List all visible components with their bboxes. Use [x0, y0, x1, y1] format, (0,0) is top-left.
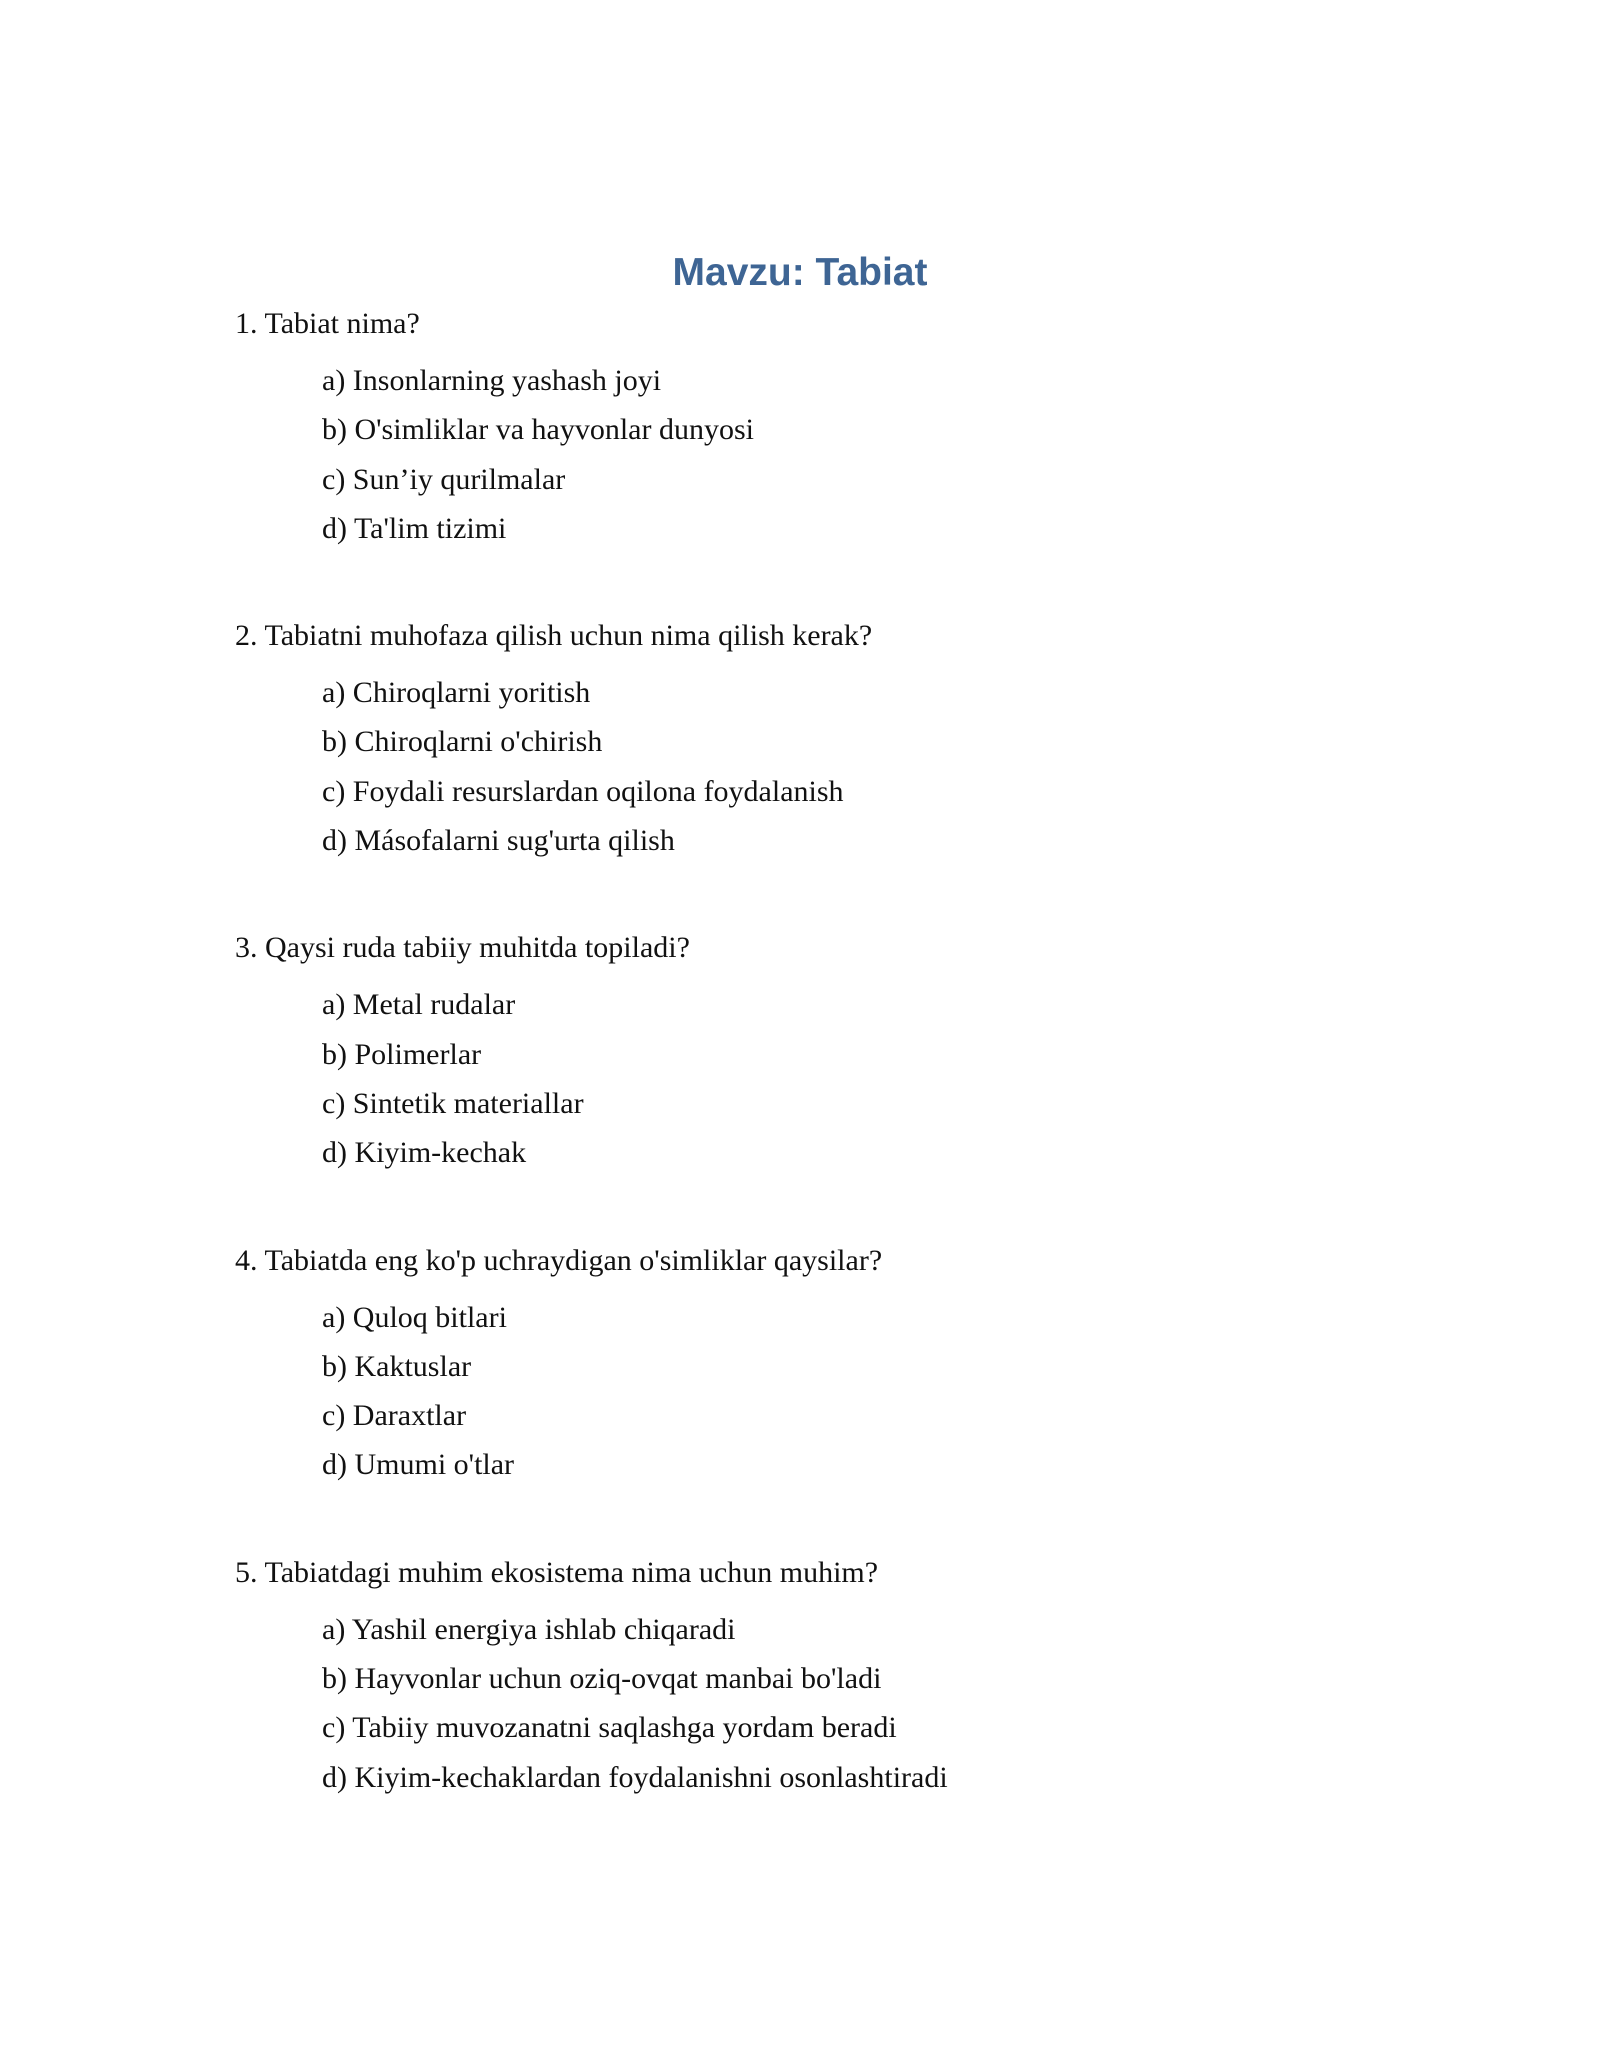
answer-option-b: b) Polimerlar: [322, 1037, 482, 1071]
answer-options: [235, 980, 1435, 1177]
answer-option-a: a) Chiroqlarni yoritish: [322, 676, 591, 710]
answer-option-b: b) O'simliklar va hayvonlar dunyosi: [322, 413, 754, 447]
answer-option-a: a) Metal rudalar: [322, 988, 516, 1022]
question-list: [235, 304, 1435, 1865]
answer-option-b: b) Hayvonlar uchun oziq-ovqat manbai bo'ladi: [322, 1662, 882, 1696]
answer-option-a: a) Yashil energiya ishlab chiqaradi: [322, 1612, 736, 1646]
answer-options: [235, 668, 1435, 865]
page-title: Mavzu: Tabiat: [672, 251, 928, 294]
answer-option-a: a) Quloq bitlari: [322, 1300, 507, 1334]
answer-options: [235, 1293, 1435, 1490]
answer-option-c: c) Tabiiy muvozanatni saqlashga yordam beradi: [322, 1711, 897, 1745]
answer-option-c: c) Sun’iy qurilmalar: [322, 462, 566, 496]
question-text: 2. Tabiatni muhofaza qilish uchun nima qilish kerak?: [235, 619, 873, 653]
question-text: 3. Qaysi ruda tabiiy muhitda topiladi?: [235, 931, 690, 965]
question-text: 1. Tabiat nima?: [235, 307, 420, 340]
answer-option-b: b) Kaktuslar: [322, 1349, 472, 1383]
answer-options: [235, 1605, 1435, 1802]
answer-option-c: c) Sintetik materiallar: [322, 1086, 584, 1120]
answer-option-d: d) Másofalarni sug'urta qilish: [322, 824, 675, 858]
answer-option-b: b) Chiroqlarni o'chirish: [322, 725, 603, 759]
answer-option-c: c) Daraxtlar: [322, 1399, 467, 1433]
answer-option-d: d) Kiyim-kechak: [322, 1136, 527, 1170]
question-1: [235, 304, 1435, 553]
question-2: [235, 616, 1435, 865]
answer-option-c: c) Foydali resurslardan oqilona foydalanish: [322, 774, 844, 808]
question-5: [235, 1553, 1435, 1802]
question-4: [235, 1241, 1435, 1490]
question-text: 5. Tabiatdagi muhim ekosistema nima uchun muhim?: [235, 1555, 879, 1589]
answer-options: [235, 356, 1435, 553]
question-3: [235, 928, 1435, 1177]
answer-option-d: d) Ta'lim tizimi: [322, 511, 507, 545]
answer-option-d: d) Kiyim-kechaklardan foydalanishni osonlashtiradi: [322, 1760, 948, 1794]
answer-option-a: a) Insonlarning yashash joyi: [322, 364, 662, 397]
question-text: 4. Tabiatda eng ko'p uchraydigan o'simliklar qaysilar?: [235, 1243, 883, 1277]
answer-option-d: d) Umumi o'tlar: [322, 1448, 515, 1482]
